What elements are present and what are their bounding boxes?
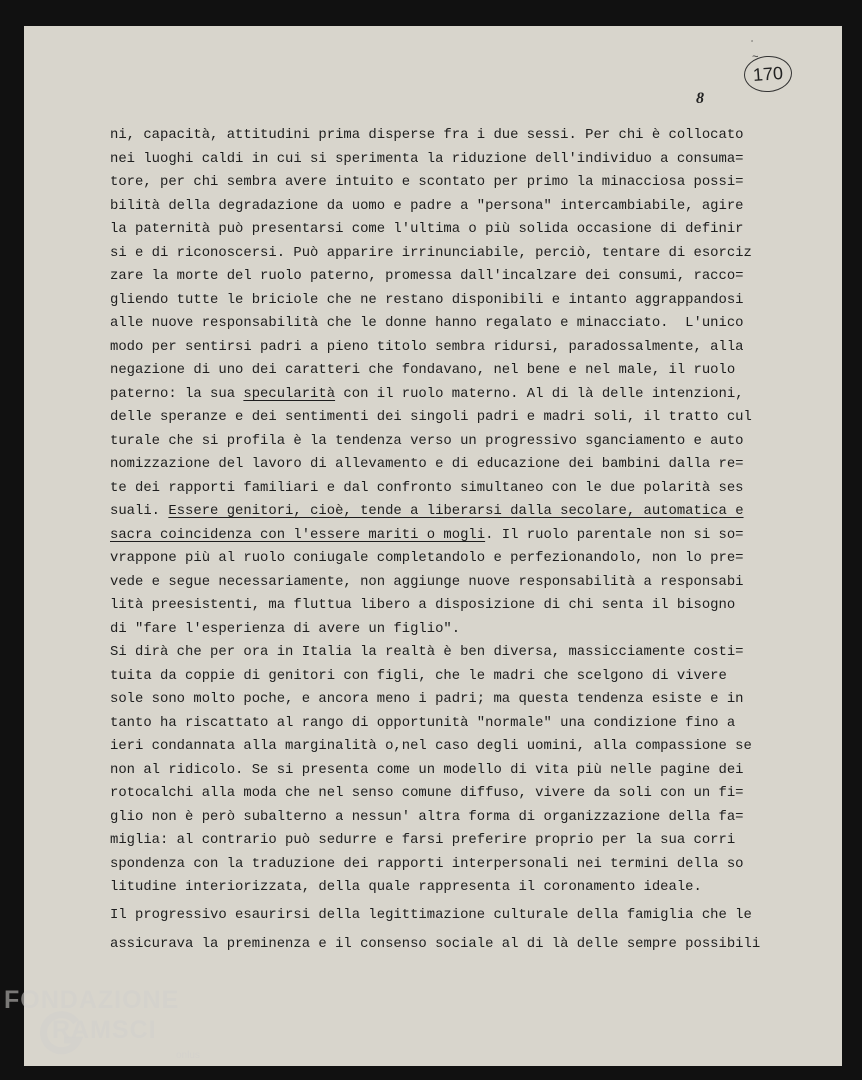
- fondazione-gramsci-watermark: [4, 986, 224, 1066]
- text-line: suali. Essere genitori, cioè, tende a liberarsi dalla secolare, automatica e: [110, 503, 744, 519]
- text-line: miglia: al contrario può sedurre e farsi preferire proprio per la sua corri: [110, 832, 736, 848]
- text-line: litudine interiorizzata, della quale rappresenta il coronamento ideale.: [110, 879, 702, 895]
- text-line: negazione di uno dei caratteri che fondavano, nel bene e nel male, il ruolo: [110, 362, 736, 378]
- text-line: vede e segue necessariamente, non aggiunge nuove responsabilità a responsabi: [110, 573, 744, 590]
- text-line: sacra coincidenza con l'essere mariti o mogli. Il ruolo parentale non si so=: [110, 526, 744, 543]
- text-line: rotocalchi alla moda che nel senso comune diffuso, vivere da soli con un fi=: [110, 785, 744, 801]
- text-line: ieri condannata alla marginalità o,nel caso degli uomini, alla compassione se: [110, 738, 752, 754]
- text-line: gliendo tutte le briciole che ne restano disponibili e intanto aggrappandosi: [110, 291, 744, 308]
- text-line: bilità della degradazione da uomo e padre a "persona" intercambiabile, agire: [110, 197, 744, 214]
- text-line: vrappone più al ruolo coniugale completandolo e perfezionandolo, non lo pre=: [110, 550, 744, 566]
- text-line: tuita da coppie di genitori con figli, che le madri che scelgono di vivere: [110, 667, 727, 684]
- text-line: nomizzazione del lavoro di allevamento e di educazione dei bambini dalla re=: [110, 456, 744, 472]
- text-line: lità preesistenti, ma fluttua libero a disposizione di chi senta il bisogno: [110, 597, 736, 613]
- text-line: ni, capacità, attitudini prima disperse fra i due sessi. Per chi è collocato: [110, 127, 744, 143]
- text-line: spondenza con la traduzione dei rapporti interpersonali nei termini della so: [110, 855, 744, 872]
- text-line: di "fare l'esperienza di avere un figlio".: [110, 620, 461, 637]
- text-line: si e di riconoscersi. Può apparire irrinunciabile, perciò, tentare di esorciz: [110, 244, 752, 261]
- text-line: turale che si profila è la tendenza verso un progressivo sganciamento e auto: [110, 432, 744, 449]
- archive-number: 170: [752, 62, 784, 85]
- text-line: Si dirà che per ora in Italia la realtà è ben diversa, massicciamente costi=: [110, 644, 744, 660]
- text-line: tore, per chi sembra avere intuito e scontato per primo la minacciosa possi=: [110, 174, 744, 190]
- text-line: non al ridicolo. Se si presenta come un modello di vita più nelle pagine dei: [110, 761, 744, 778]
- body-text: [110, 124, 770, 961]
- text-line: la paternità può presentarsi come l'ultima o più solida occasione di definir: [110, 221, 744, 237]
- text-line: delle speranze e dei sentimenti dei singoli padri e madri soli, il tratto cul: [110, 409, 752, 425]
- document-page: [24, 26, 842, 1066]
- text-line: alle nuove responsabilità che le donne hanno regalato e minacciato. L'unico: [110, 315, 744, 331]
- text-line: Il progressivo esaurirsi della legittimazione culturale della famiglia che le: [110, 906, 752, 923]
- corner-marks: ͗ ~: [752, 40, 789, 64]
- text-line: nei luoghi caldi in cui si sperimenta la riduzione dell'individuo a consuma=: [110, 150, 744, 167]
- page-number: 8: [696, 90, 704, 107]
- text-line: tanto ha riscattato al rango di opportunità "normale" una condizione fino a: [110, 714, 736, 731]
- text-line: sole sono molto poche, e ancora meno i padri; ma questa tendenza esiste e in: [110, 691, 744, 707]
- text-line: modo per sentirsi padri a pieno titolo sembra ridursi, paradossalmente, alla: [110, 338, 744, 355]
- text-line: te dei rapporti familiari e dal confronto simultaneo con le due polarità ses: [110, 479, 744, 496]
- watermark-line2: RAMSCI: [52, 1016, 157, 1044]
- underlined-phrase: Essere genitori, cioè, tende a liberarsi dalla secolare, automatica e: [168, 503, 744, 519]
- text-line: assicurava la preminenza e il consenso sociale al di là delle sempre possibili: [110, 936, 761, 952]
- text-line: paterno: la sua specularità con il ruolo materno. Al di là delle intenzioni,: [110, 385, 744, 402]
- text-line: glio non è però subalterno a nessun' altra forma di organizzazione della fa=: [110, 808, 744, 825]
- underlined-phrase: sacra coincidenza con l'essere mariti o mogli: [110, 526, 486, 543]
- underlined-phrase: specularità: [243, 385, 336, 402]
- text-line: zare la morte del ruolo paterno, promessa dall'incalzare dei consumi, racco=: [110, 268, 744, 284]
- watermark-line3: onlus: [176, 1050, 200, 1061]
- archive-number-stamp: [743, 54, 793, 93]
- watermark-line1: FONDAZIONE: [4, 986, 180, 1014]
